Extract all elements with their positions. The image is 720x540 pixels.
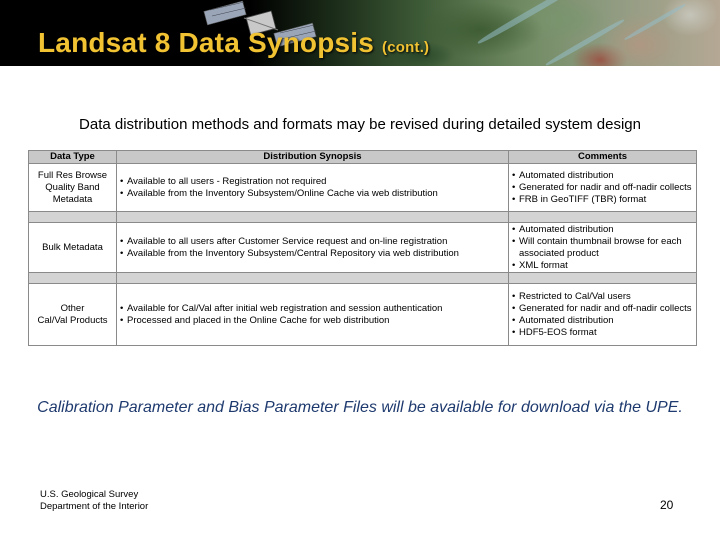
- slide-title-suffix: (cont.): [382, 39, 430, 56]
- cell-comments: [509, 284, 697, 346]
- header-banner: [0, 0, 720, 66]
- list-item: • XML format: [512, 260, 693, 272]
- data-type-line: Quality Band: [45, 181, 100, 193]
- cell-synopsis: [117, 284, 509, 346]
- list-item: • Will contain thumbnail browse for each associated product: [512, 236, 693, 260]
- table-row: [29, 223, 697, 273]
- list-item: • Available to all users - Registration not required: [120, 176, 505, 188]
- cell-data-type: [29, 284, 117, 346]
- page-number: 20: [660, 498, 674, 512]
- footer-agency: [40, 489, 148, 513]
- slide-title-main: Landsat 8 Data Synopsis: [38, 27, 375, 58]
- list-item: • Automated distribution: [512, 224, 693, 236]
- list-item: • Restricted to Cal/Val users: [512, 291, 693, 303]
- subtitle: Data distribution methods and formats may be revised during detailed system design: [79, 116, 641, 133]
- header-data-type: Data Type: [29, 151, 117, 164]
- data-type-line: Cal/Val Products: [37, 314, 108, 326]
- list-item: • Available for Cal/Val after initial web registration and session authentication: [120, 303, 505, 315]
- list-item: • Available to all users after Customer Service request and on-line registration: [120, 236, 505, 248]
- list-item: • Generated for nadir and off-nadir collects: [512, 303, 693, 315]
- cell-synopsis: [117, 164, 509, 212]
- data-type-line: Other: [60, 302, 85, 314]
- table-row: [29, 284, 697, 346]
- cell-comments: [509, 223, 697, 273]
- list-item: • Processed and placed in the Online Cache for web distribution: [120, 315, 505, 327]
- data-type-line: Full Res Browse: [37, 169, 108, 181]
- list-item: • Automated distribution: [512, 170, 693, 182]
- slide-title: [38, 26, 429, 65]
- list-item: • Automated distribution: [512, 315, 693, 327]
- table-header-row: [29, 151, 697, 164]
- list-item: • HDF5-EOS format: [512, 327, 693, 339]
- footer-line-2: Department of the Interior: [40, 501, 149, 512]
- data-type-line: Bulk Metadata: [42, 241, 103, 253]
- calibration-note: Calibration Parameter and Bias Parameter Files will be available for download via the UPE.: [37, 399, 683, 416]
- list-item: • Generated for nadir and off-nadir collects: [512, 182, 693, 194]
- footer-line-1: U.S. Geological Survey: [40, 489, 139, 500]
- cell-synopsis: [117, 223, 509, 273]
- table-row: [29, 164, 697, 212]
- list-item: • Available from the Inventory Subsystem/Online Cache via web distribution: [120, 188, 505, 200]
- distribution-table: [28, 150, 697, 346]
- list-item: • FRB in GeoTIFF (TBR) format: [512, 194, 693, 206]
- header-distribution-synopsis: Distribution Synopsis: [117, 151, 509, 164]
- cell-comments: [509, 164, 697, 212]
- table-separator: [29, 212, 697, 223]
- cell-data-type: [29, 223, 117, 273]
- table-separator: [29, 273, 697, 284]
- data-type-line: Metadata: [52, 193, 93, 205]
- cell-data-type: [29, 164, 117, 212]
- header-comments: Comments: [509, 151, 697, 164]
- list-item: • Available from the Inventory Subsystem/Central Repository via web distribution: [120, 248, 505, 260]
